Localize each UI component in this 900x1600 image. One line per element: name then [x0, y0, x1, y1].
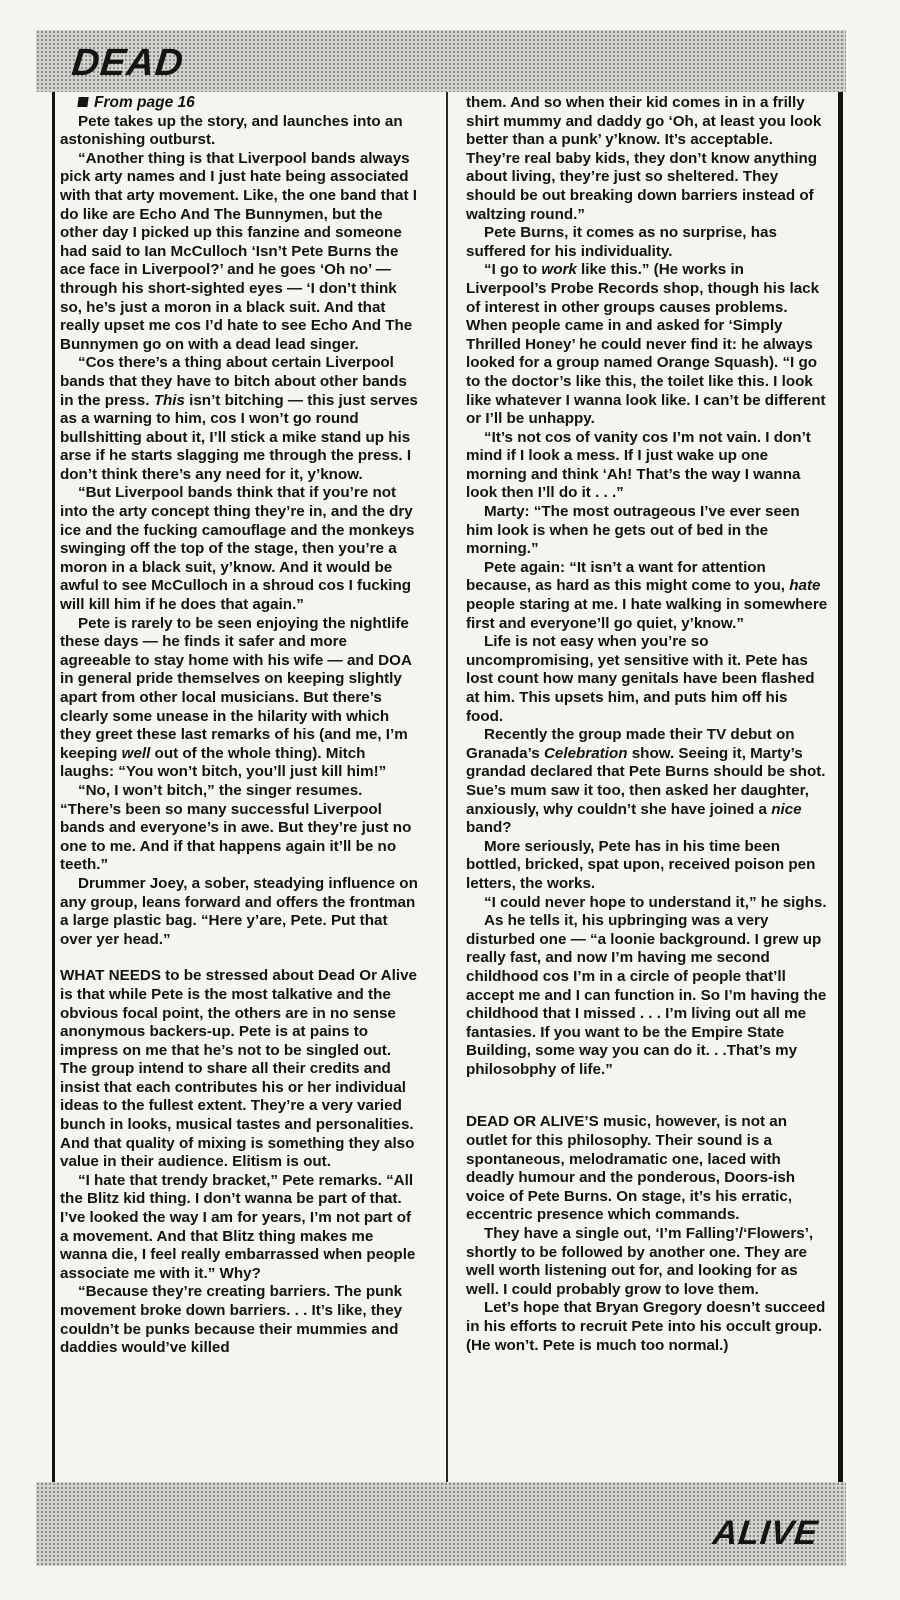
paragraph: Let’s hope that Bryan Gregory doesn’t succeed in his efforts to recruit Pete into his occult group. (He won’t. Pete is much too normal.) — [466, 1299, 826, 1354]
paragraph: “No, I won’t bitch,” the singer resumes. “There’s been so many successful Liverpool bands and everyone’s in awe. But they’re just no one to me. And if that happens again it’ll be no teeth.” — [60, 781, 412, 874]
paragraph — [466, 261, 828, 428]
paragraph: “It’s not cos of vanity cos I’m not vain. I don’t mind if I look a mess. If I just wake up one morning and think ‘Ah! That’s the way I wanna look then I’ll do it . . .” — [466, 428, 811, 502]
right-border-rule — [838, 92, 843, 1482]
text-run: show. Seeing it, Marty’s grandad declared that Pete Burns should be shot. Sue’s mum saw it too, then asked her daughter, anxiously, why couldn’t she have joined a — [466, 744, 826, 818]
section-lead-paragraph: DEAD OR ALIVE’S music, however, is not an outlet for this philosophy. Their sound is a spontaneous, melodramatic one, laced with deadly humour and the ponderous, Doors-ish voice of Pete Burns. On stage, it’s his erratic, eccentric presence which commands. — [466, 1113, 796, 1224]
text-run: isn’t bitching — this just serves as a warning to him, cos I won’t go round bullshitting about it, I’ll stick a mike stand up his arse if he starts slagging me through the press. I don’t think there’s any need for it, y’know. — [60, 391, 418, 483]
column-divider-rule — [446, 92, 448, 1482]
text-run: Pete is rarely to be seen enjoying the nightlife these days — he finds it safer and more agreeable to stay home with his wife — and DOA in general pride themselves on keeping slightly apart from other local musicians. But there’s clearly some unease in the hilarity with which they greet these last remarks of his (and me, I’m keeping — [60, 614, 412, 762]
text-run: like this.” (He works in Liverpool’s Probe Records shop, though his lack of interest in other groups causes problems. When people came in and asked for ‘Simply Thrilled Honey’ he could never find it: he always looked for a group named Orange Squash). “I go to the doctor’s like this, the toilet like this. I look like whatever I wanna look like. I can’t be different or I’ll be unhappy. — [466, 261, 826, 428]
paragraph: Drummer Joey, a sober, steadying influence on any group, leans forward and offers the frontman a large plastic bag. “Here y’are, Pete. Put that over yer head.” — [60, 874, 418, 948]
paragraph: As he tells it, his upbringing was a very disturbed one — “a loonie background. I grew up really fast, and now I’m having me second childhood cos I’m in a circle of people that’ll accept me and I can function in. So I’m having the childhood that I missed . . . I’m living out all me fantasies. If you want to be the Empire State Building, some way you can do it. . .That’s my philosobphy of life.” — [466, 912, 827, 1078]
from-page-text: From page 16 — [94, 94, 195, 111]
footer-title: ALIVE — [710, 1514, 820, 1552]
paragraph — [466, 559, 828, 633]
text-run: band? — [466, 819, 512, 837]
paragraph: “I hate that trendy bracket,” Pete remarks. “All the Blitz kid thing. I don’t wanna be part of that. I’ve looked the way I am for years, I’m not part of a movement. And that Blitz thing makes me wanna die, I feel really embarrassed when people associate me with it.” Why? — [60, 1171, 416, 1282]
paragraph: They have a single out, ‘I’m Falling’/‘Flowers’, shortly to be followed by another one. They are well worth listening out for, and looking for as well. I could probably grow to love them. — [466, 1225, 814, 1298]
square-bullet-icon — [77, 97, 88, 107]
paragraph: “Because they’re creating barriers. The punk movement broke down barriers. . . It’s like, they couldn’t be punks because their mummies and daddies would’ve killed — [60, 1283, 403, 1357]
paragraph: Life is not easy when you’re so uncompromising, yet sensitive with it. Pete has lost count how many genitals have been flashed at him. This upsets him, and puts him off his food. — [466, 633, 815, 725]
paragraph: Marty: “The most outrageous I’ve ever seen him look is when he gets out of bed in the morning.” — [466, 503, 800, 558]
text-run: “Cos there’s a thing about certain Liverpool bands that they have to bitch about other bands in the press. — [60, 354, 407, 409]
section-lead-paragraph: WHAT NEEDS to be stressed about Dead Or Alive is that while Pete is the most talkative and the obvious focal point, the others are in no sense anonymous backers-up. Pete is at pains to impress on me that he’s not to be singled out. The group intend to share all their credits and insist that each contributes his or her individual ideas to the fullest extent. They’re a very varied bunch in looks, musical tastes and personalities. And that quality of mixing is something they also value in their audience. Elitism is out. — [60, 967, 417, 1171]
text-run: Recently the group made their TV debut on Granada’s — [466, 726, 795, 762]
text-run: Pete again: “It isn’t a want for attention because, as hard as this might come to you, — [466, 558, 790, 595]
emphasis: work — [541, 261, 577, 279]
emphasis: well — [121, 744, 151, 762]
paragraph: them. And so when their kid comes in in a frilly shirt mummy and daddy go ‘Oh, at least you look better than a punk’ y’know. It’s acceptable. They’re real baby kids, they don’t know anything about living, they’re just so sheltered. They should be out breaking down barriers instead of waltzing round.” — [466, 94, 822, 223]
paragraph: Pete Burns, it comes as no surprise, has suffered for his individuality. — [466, 224, 777, 260]
text-run: out of the whole thing). Mitch laughs: “You won’t bitch, you’ll just kill him!” — [60, 744, 387, 781]
paragraph: “Another thing is that Liverpool bands always pick arty names and I just hate being associated with that arty movement. Like, the one band that I do like are Echo And The Bunnymen, but the other day I picked up this fanzine and someone had said to Ian McCulloch ‘Isn’t Pete Burns the ace face in Liverpool?’ and he goes ‘Oh no’ — through his short-sighted eyes — ‘I don’t think so, he’s just a moron in a black suit. And that really upset me cos I’d hate to see Echo And The Bunnymen go on with a dead lead singer. — [60, 149, 417, 353]
emphasis: Celebration — [543, 744, 628, 762]
right-column — [466, 94, 828, 1480]
text-run: people staring at me. I hate walking in somewhere first and everyone’ll go quiet, y’know.” — [466, 596, 828, 632]
paragraph — [466, 726, 828, 838]
paragraph — [60, 615, 422, 782]
paragraph: Pete takes up the story, and launches into an astonishing outburst. — [60, 112, 403, 149]
paragraph: More seriously, Pete has in his time been bottled, bricked, spat upon, received poison pen letters, the works. — [466, 837, 816, 892]
header-title: DEAD — [69, 42, 186, 84]
paragraph: “But Liverpool bands think that if you’re not into the arty concept thing they’re in, and the dry ice and the fucking camouflage and the monkeys swinging off the top of the stage, then you’re a moron in a black suit, y’know. And it would be awful to see McCulloch in a shroud cos I fucking will kill him if he does that again.” — [60, 484, 415, 614]
continued-from-label — [60, 94, 422, 113]
left-column — [60, 94, 422, 1480]
text-run: “I go to — [484, 261, 542, 279]
emphasis: nice — [771, 800, 802, 818]
emphasis: This — [153, 391, 185, 409]
left-border-rule — [52, 92, 55, 1482]
paragraph: “I could never hope to understand it,” he sighs. — [484, 893, 827, 911]
emphasis: hate — [789, 577, 821, 595]
paragraph — [60, 354, 422, 484]
